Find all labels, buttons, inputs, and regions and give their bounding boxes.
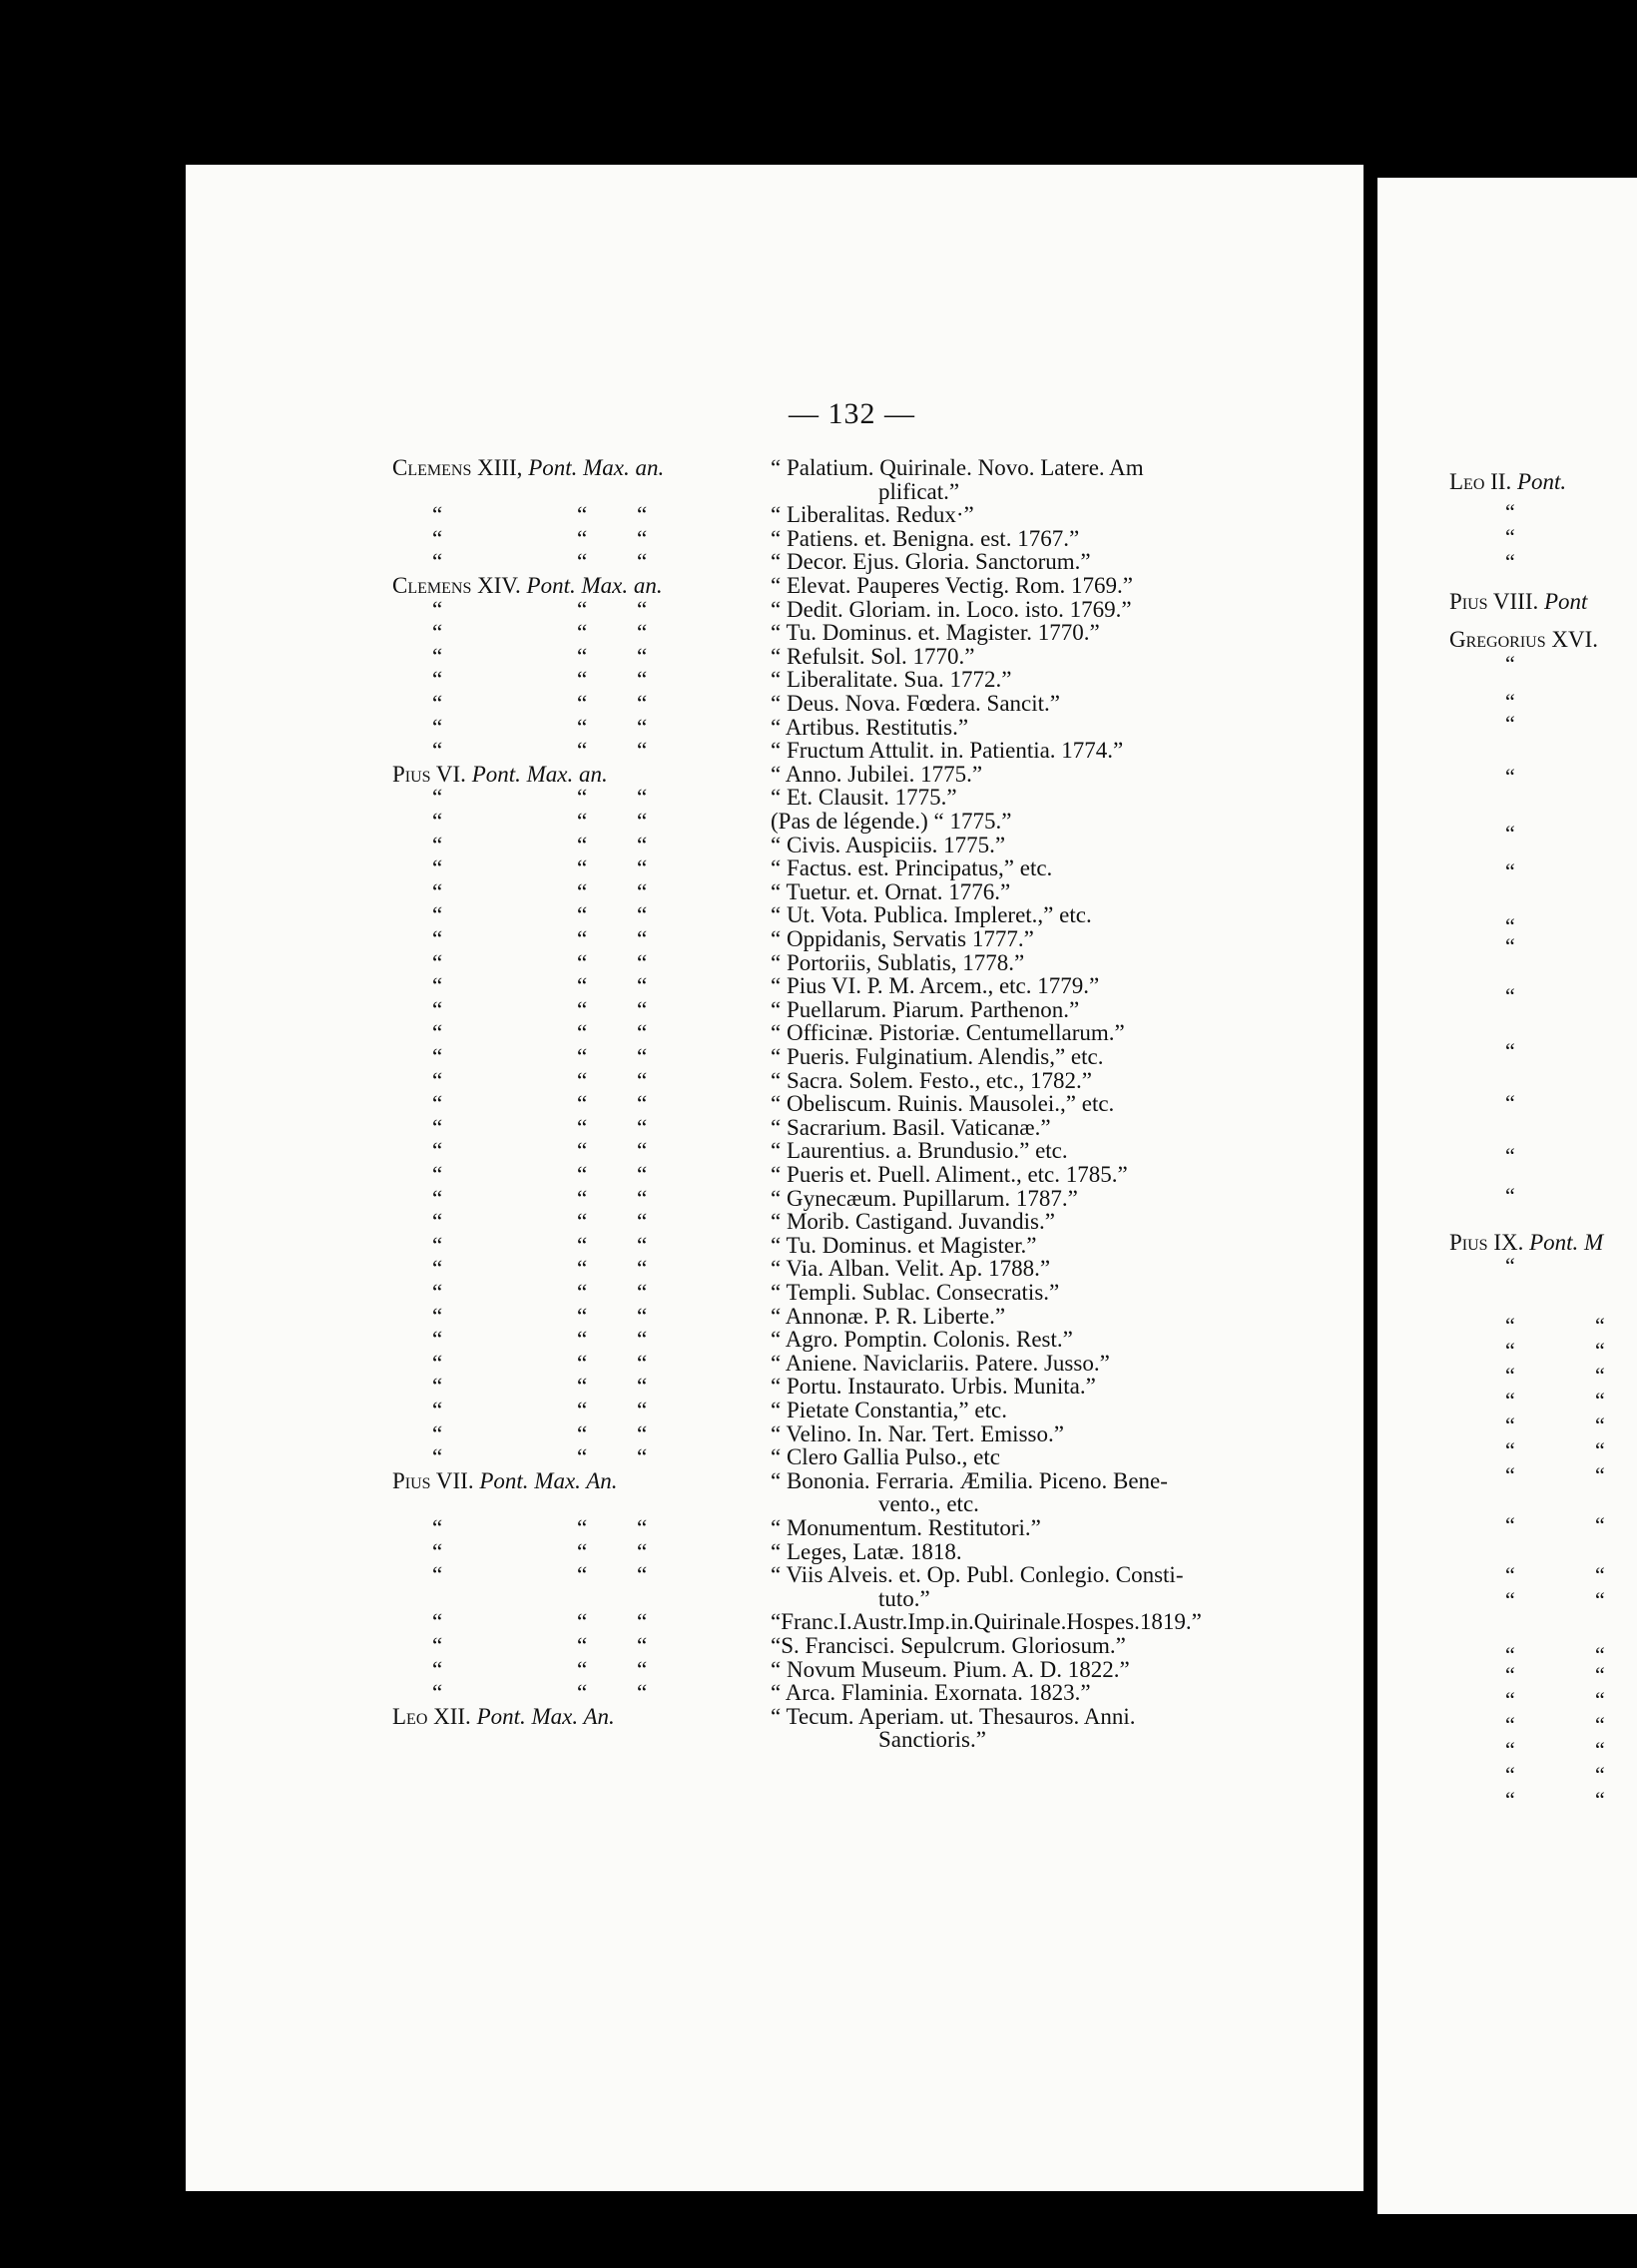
ditto-mark: “ bbox=[432, 1656, 443, 1682]
medal-legend: (Pas de légende.) “ 1775.” bbox=[771, 809, 1012, 834]
facing-ditto-mark: “ bbox=[1505, 858, 1515, 883]
ditto-mark: “ bbox=[637, 502, 648, 528]
medal-legend: “ Decor. Ejus. Gloria. Sanctorum.” bbox=[771, 549, 1091, 575]
ditto-mark: “ bbox=[577, 738, 588, 764]
medal-legend: “ Factus. est. Principatus,” etc. bbox=[771, 855, 1053, 881]
ditto-mark: “ bbox=[577, 1138, 588, 1164]
ditto-mark: “ bbox=[577, 525, 588, 551]
ditto-mark: “ bbox=[432, 1538, 443, 1564]
ditto-mark: “ bbox=[577, 1444, 588, 1470]
facing-ditto-mark: “ bbox=[1505, 1090, 1515, 1115]
ditto-mark: “ bbox=[432, 502, 443, 528]
ditto-mark: “ bbox=[637, 620, 648, 646]
facing-ditto-mark: “ bbox=[1595, 1762, 1605, 1787]
facing-ditto-mark: “ bbox=[1505, 1363, 1515, 1388]
facing-ditto-mark: “ bbox=[1505, 499, 1515, 524]
ditto-mark: “ bbox=[432, 738, 443, 764]
ditto-mark: “ bbox=[432, 902, 443, 928]
ditto-mark: “ bbox=[577, 785, 588, 811]
medal-legend: “Franc.I.Austr.Imp.in.Quirinale.Hospes.1819.” bbox=[771, 1609, 1202, 1635]
medal-legend: “ Officinæ. Pistoriæ. Centumellarum.” bbox=[771, 1020, 1125, 1046]
facing-ditto-mark: “ bbox=[1505, 983, 1515, 1008]
ditto-mark: “ bbox=[577, 691, 588, 716]
ditto-mark: “ bbox=[577, 878, 588, 904]
ditto-mark: “ bbox=[637, 949, 648, 975]
medal-legend: “ Liberalitas. Redux·” bbox=[771, 502, 974, 528]
ditto-mark: “ bbox=[637, 1350, 648, 1376]
medal-legend: “ Portoriis, Sublatis, 1778.” bbox=[771, 949, 1025, 975]
ditto-mark: “ bbox=[637, 1185, 648, 1211]
ditto-mark: “ bbox=[577, 1091, 588, 1117]
ditto-mark: “ bbox=[577, 714, 588, 740]
ditto-mark: “ bbox=[432, 1185, 443, 1211]
medal-legend: “ Artibus. Restitutis.” bbox=[771, 714, 969, 740]
ditto-mark: “ bbox=[432, 855, 443, 881]
facing-ditto-mark: “ bbox=[1505, 524, 1515, 549]
ditto-mark: “ bbox=[432, 785, 443, 811]
facing-pope-name: Pius VIII. Pont bbox=[1449, 589, 1588, 614]
medal-legend: “ Fructum Attulit. in. Patientia. 1774.” bbox=[771, 738, 1124, 764]
ditto-mark: “ bbox=[637, 1280, 648, 1305]
ditto-mark: “ bbox=[432, 996, 443, 1022]
ditto-mark: “ bbox=[432, 714, 443, 740]
ditto-mark: “ bbox=[432, 1303, 443, 1329]
ditto-mark: “ bbox=[637, 1374, 648, 1400]
ditto-mark: “ bbox=[577, 1515, 588, 1540]
facing-ditto-mark: “ bbox=[1595, 1687, 1605, 1712]
facing-ditto-mark: “ bbox=[1505, 651, 1515, 676]
medal-legend: “ Tu. Dominus. et. Magister. 1770.” bbox=[771, 620, 1100, 646]
medal-legend: “ Elevat. Pauperes Vectig. Rom. 1769.” bbox=[771, 573, 1134, 598]
ditto-mark: “ bbox=[637, 785, 648, 811]
medal-legend: “ Deus. Nova. Fœdera. Sancit.” bbox=[771, 691, 1060, 716]
ditto-mark: “ bbox=[637, 596, 648, 622]
ditto-mark: “ bbox=[637, 996, 648, 1022]
ditto-mark: “ bbox=[637, 667, 648, 693]
ditto-mark: “ bbox=[637, 643, 648, 669]
ditto-mark: “ bbox=[637, 1609, 648, 1635]
pope-name: Pius VII. Pont. Max. An. bbox=[392, 1467, 618, 1493]
medal-legend: “ Obeliscum. Ruinis. Mausolei.,” etc. bbox=[771, 1091, 1115, 1117]
ditto-mark: “ bbox=[637, 902, 648, 928]
page-number: — 132 — bbox=[789, 397, 915, 430]
pope-title: Pont. Max. an. bbox=[522, 455, 665, 480]
ditto-mark: “ bbox=[637, 832, 648, 857]
facing-ditto-mark: “ bbox=[1595, 1437, 1605, 1462]
ditto-mark: “ bbox=[577, 832, 588, 857]
ditto-mark: “ bbox=[577, 1020, 588, 1046]
facing-pope-name: Leo II. Pont. bbox=[1449, 469, 1567, 494]
ditto-mark: “ bbox=[577, 1680, 588, 1706]
ditto-mark: “ bbox=[577, 1562, 588, 1588]
pope-name: Clemens XIV. Pont. Max. an. bbox=[392, 573, 663, 598]
ditto-mark: “ bbox=[432, 1444, 443, 1470]
ditto-mark: “ bbox=[432, 1020, 443, 1046]
ditto-mark: “ bbox=[432, 1044, 443, 1069]
ditto-mark: “ bbox=[432, 525, 443, 551]
ditto-mark: “ bbox=[637, 1138, 648, 1164]
medal-legend: “ Pius VI. P. M. Arcem., etc. 1779.” bbox=[771, 973, 1100, 999]
ditto-mark: “ bbox=[637, 1327, 648, 1353]
facing-ditto-mark: “ bbox=[1505, 1737, 1515, 1762]
ditto-mark: “ bbox=[637, 1680, 648, 1706]
ditto-mark: “ bbox=[637, 1020, 648, 1046]
facing-ditto-mark: “ bbox=[1595, 1562, 1605, 1587]
facing-ditto-mark: “ bbox=[1505, 1562, 1515, 1587]
ditto-mark: “ bbox=[432, 667, 443, 693]
medal-legend: “ Oppidanis, Servatis 1777.” bbox=[771, 926, 1034, 951]
medal-legend: “ Tecum. Aperiam. ut. Thesauros. Anni. bbox=[771, 1703, 1136, 1729]
ditto-mark: “ bbox=[432, 1398, 443, 1422]
ditto-mark: “ bbox=[577, 1350, 588, 1376]
ditto-mark: “ bbox=[577, 1232, 588, 1258]
medal-legend: “ Sacra. Solem. Festo., etc., 1782.” bbox=[771, 1067, 1092, 1093]
ditto-mark: “ bbox=[637, 1162, 648, 1187]
ditto-mark: “ bbox=[432, 1256, 443, 1282]
facing-ditto-mark: “ bbox=[1505, 1512, 1515, 1537]
medal-legend: “ Palatium. Quirinale. Novo. Latere. Am bbox=[771, 455, 1144, 480]
medal-legend: “ Tu. Dominus. et Magister.” bbox=[771, 1232, 1037, 1258]
medal-legend: “ Agro. Pomptin. Colonis. Rest.” bbox=[771, 1327, 1073, 1353]
facing-ditto-mark: “ bbox=[1505, 821, 1515, 846]
ditto-mark: “ bbox=[432, 949, 443, 975]
medal-legend: “ Portu. Instaurato. Urbis. Munita.” bbox=[771, 1374, 1096, 1400]
facing-pope-name: Pius IX. Pont. M bbox=[1449, 1230, 1604, 1255]
facing-ditto-mark: “ bbox=[1505, 1143, 1515, 1168]
ditto-mark: “ bbox=[577, 926, 588, 951]
ditto-mark: “ bbox=[577, 1398, 588, 1422]
pope-title: Pont. Max. an. bbox=[465, 761, 608, 787]
ditto-mark: “ bbox=[637, 1114, 648, 1140]
medal-legend: “S. Francisci. Sepulcrum. Gloriosum.” bbox=[771, 1633, 1126, 1658]
ditto-mark: “ bbox=[432, 1232, 443, 1258]
facing-ditto-mark: “ bbox=[1505, 1762, 1515, 1787]
medal-legend: “ Patiens. et. Benigna. est. 1767.” bbox=[771, 525, 1080, 551]
facing-ditto-mark: “ bbox=[1595, 1512, 1605, 1537]
facing-ditto-mark: “ bbox=[1595, 1388, 1605, 1413]
ditto-mark: “ bbox=[432, 1680, 443, 1706]
facing-ditto-mark: “ bbox=[1595, 1642, 1605, 1667]
medal-legend: “ Viis Alveis. et. Op. Publ. Conlegio. Consti- bbox=[771, 1562, 1184, 1588]
ditto-mark: “ bbox=[432, 1515, 443, 1540]
facing-ditto-mark: “ bbox=[1595, 1338, 1605, 1363]
ditto-mark: “ bbox=[577, 1280, 588, 1305]
facing-ditto-mark: “ bbox=[1505, 1687, 1515, 1712]
ditto-mark: “ bbox=[432, 1374, 443, 1400]
facing-ditto-mark: “ bbox=[1595, 1313, 1605, 1338]
ditto-mark: “ bbox=[432, 1609, 443, 1635]
ditto-mark: “ bbox=[577, 1067, 588, 1093]
ditto-mark: “ bbox=[637, 714, 648, 740]
ditto-mark: “ bbox=[637, 1209, 648, 1235]
medal-legend: “ Velino. In. Nar. Tert. Emisso.” bbox=[771, 1420, 1064, 1446]
medal-legend: “ Pueris et. Puell. Aliment., etc. 1785.” bbox=[771, 1162, 1128, 1187]
facing-ditto-mark: “ bbox=[1505, 1253, 1515, 1278]
medal-legend: “ Civis. Auspiciis. 1775.” bbox=[771, 832, 1006, 857]
medal-legend: “ Annonæ. P. R. Liberte.” bbox=[771, 1303, 1006, 1329]
facing-ditto-mark: “ bbox=[1595, 1737, 1605, 1762]
facing-ditto-mark: “ bbox=[1505, 1787, 1515, 1812]
ditto-mark: “ bbox=[637, 1420, 648, 1446]
ditto-mark: “ bbox=[577, 1162, 588, 1187]
facing-ditto-mark: “ bbox=[1595, 1712, 1605, 1737]
ditto-mark: “ bbox=[432, 832, 443, 857]
ditto-mark: “ bbox=[637, 1515, 648, 1540]
ditto-mark: “ bbox=[577, 643, 588, 669]
ditto-mark: “ bbox=[577, 855, 588, 881]
ditto-mark: “ bbox=[577, 1609, 588, 1635]
ditto-mark: “ bbox=[432, 1209, 443, 1235]
medal-legend: “ Clero Gallia Pulso., etc bbox=[771, 1444, 1000, 1470]
ditto-mark: “ bbox=[577, 596, 588, 622]
ditto-mark: “ bbox=[577, 809, 588, 834]
facing-ditto-mark: “ bbox=[1505, 711, 1515, 736]
facing-ditto-mark: “ bbox=[1505, 1662, 1515, 1687]
pope-title: Pont. Max. An. bbox=[470, 1703, 615, 1729]
ditto-mark: “ bbox=[432, 1350, 443, 1376]
ditto-mark: “ bbox=[577, 1114, 588, 1140]
ditto-mark: “ bbox=[577, 1327, 588, 1353]
facing-ditto-mark: “ bbox=[1505, 1462, 1515, 1487]
ditto-mark: “ bbox=[432, 1091, 443, 1117]
medal-legend: “ Tuetur. et. Ornat. 1776.” bbox=[771, 878, 1011, 904]
medal-legend: “ Templi. Sublac. Consecratis.” bbox=[771, 1280, 1060, 1305]
pope-title: Pont. Max. An. bbox=[473, 1467, 618, 1493]
ditto-mark: “ bbox=[577, 1656, 588, 1682]
pope-title: Pont. Max. an. bbox=[520, 573, 663, 598]
ditto-mark: “ bbox=[432, 1138, 443, 1164]
ditto-mark: “ bbox=[577, 502, 588, 528]
facing-ditto-mark: “ bbox=[1595, 1787, 1605, 1812]
facing-ditto-mark: “ bbox=[1505, 1642, 1515, 1667]
ditto-mark: “ bbox=[432, 643, 443, 669]
ditto-mark: “ bbox=[432, 878, 443, 904]
facing-ditto-mark: “ bbox=[1505, 1437, 1515, 1462]
medal-legend: “ Et. Clausit. 1775.” bbox=[771, 785, 957, 811]
ditto-mark: “ bbox=[432, 1162, 443, 1187]
facing-ditto-mark: “ bbox=[1595, 1587, 1605, 1612]
ditto-mark: “ bbox=[577, 996, 588, 1022]
facing-pope-name: Gregorius XVI. bbox=[1449, 627, 1598, 652]
ditto-mark: “ bbox=[637, 1633, 648, 1658]
ditto-mark: “ bbox=[637, 1562, 648, 1588]
medal-legend: “ Pueris. Fulginatium. Alendis,” etc. bbox=[771, 1044, 1104, 1069]
ditto-mark: “ bbox=[637, 1538, 648, 1564]
facing-ditto-mark: “ bbox=[1505, 764, 1515, 789]
ditto-mark: “ bbox=[637, 809, 648, 834]
facing-ditto-mark: “ bbox=[1505, 933, 1515, 958]
medal-legend: “ Laurentius. a. Brundusio.” etc. bbox=[771, 1138, 1068, 1164]
ditto-mark: “ bbox=[637, 691, 648, 716]
ditto-mark: “ bbox=[432, 691, 443, 716]
medal-legend: “ Sacrarium. Basil. Vaticanæ.” bbox=[771, 1114, 1051, 1140]
facing-ditto-mark: “ bbox=[1505, 1388, 1515, 1413]
ditto-mark: “ bbox=[637, 855, 648, 881]
medal-legend: “ Monumentum. Restitutori.” bbox=[771, 1515, 1041, 1540]
facing-ditto-mark: “ bbox=[1505, 1712, 1515, 1737]
medal-legend: “ Gynecæum. Pupillarum. 1787.” bbox=[771, 1185, 1078, 1211]
ditto-mark: “ bbox=[637, 1303, 648, 1329]
facing-ditto-mark: “ bbox=[1505, 1038, 1515, 1063]
ditto-mark: “ bbox=[432, 1327, 443, 1353]
ditto-mark: “ bbox=[432, 1633, 443, 1658]
ditto-mark: “ bbox=[637, 1256, 648, 1282]
ditto-mark: “ bbox=[577, 902, 588, 928]
medal-legend: “ Arca. Flaminia. Exornata. 1823.” bbox=[771, 1680, 1091, 1706]
facing-ditto-mark: “ bbox=[1505, 1313, 1515, 1338]
ditto-mark: “ bbox=[577, 1209, 588, 1235]
ditto-mark: “ bbox=[577, 1303, 588, 1329]
ditto-mark: “ bbox=[577, 1256, 588, 1282]
facing-ditto-mark: “ bbox=[1505, 913, 1515, 938]
medal-legend: “ Bononia. Ferraria. Æmilia. Piceno. Bene- bbox=[771, 1467, 1168, 1493]
facing-ditto-mark: “ bbox=[1595, 1413, 1605, 1437]
facing-ditto-mark: “ bbox=[1505, 1587, 1515, 1612]
medal-legend: “ Morib. Castigand. Juvandis.” bbox=[771, 1209, 1055, 1235]
ditto-mark: “ bbox=[432, 1114, 443, 1140]
ditto-mark: “ bbox=[577, 667, 588, 693]
medal-legend: “ Leges, Latæ. 1818. bbox=[771, 1538, 962, 1564]
ditto-mark: “ bbox=[577, 949, 588, 975]
ditto-mark: “ bbox=[577, 1633, 588, 1658]
facing-ditto-mark: “ bbox=[1595, 1662, 1605, 1687]
ditto-mark: “ bbox=[432, 1067, 443, 1093]
pope-name: Clemens XIII, Pont. Max. an. bbox=[392, 455, 665, 480]
ditto-mark: “ bbox=[637, 1044, 648, 1069]
ditto-mark: “ bbox=[432, 1280, 443, 1305]
ditto-mark: “ bbox=[432, 620, 443, 646]
ditto-mark: “ bbox=[637, 738, 648, 764]
ditto-mark: “ bbox=[577, 1374, 588, 1400]
ditto-mark: “ bbox=[432, 596, 443, 622]
ditto-mark: “ bbox=[637, 973, 648, 999]
ditto-mark: “ bbox=[432, 1562, 443, 1588]
ditto-mark: “ bbox=[637, 525, 648, 551]
facing-ditto-mark: “ bbox=[1505, 1183, 1515, 1208]
ditto-mark: “ bbox=[432, 809, 443, 834]
ditto-mark: “ bbox=[432, 926, 443, 951]
ditto-mark: “ bbox=[637, 1067, 648, 1093]
ditto-mark: “ bbox=[637, 878, 648, 904]
pope-name: Leo XII. Pont. Max. An. bbox=[392, 1703, 615, 1729]
medal-legend: “ Anno. Jubilei. 1775.” bbox=[771, 761, 983, 787]
ditto-mark: “ bbox=[432, 549, 443, 575]
facing-ditto-mark: “ bbox=[1595, 1363, 1605, 1388]
ditto-mark: “ bbox=[577, 1185, 588, 1211]
medal-legend: “ Novum Museum. Pium. A. D. 1822.” bbox=[771, 1656, 1130, 1682]
ditto-mark: “ bbox=[637, 926, 648, 951]
ditto-mark: “ bbox=[577, 549, 588, 575]
ditto-mark: “ bbox=[577, 973, 588, 999]
ditto-mark: “ bbox=[577, 1420, 588, 1446]
medal-legend: “ Dedit. Gloriam. in. Loco. isto. 1769.” bbox=[771, 596, 1132, 622]
facing-ditto-mark: “ bbox=[1505, 1338, 1515, 1363]
medal-legend: “ Aniene. Naviclariis. Patere. Jusso.” bbox=[771, 1350, 1110, 1376]
ditto-mark: “ bbox=[637, 1091, 648, 1117]
facing-ditto-mark: “ bbox=[1505, 1413, 1515, 1437]
facing-ditto-mark: “ bbox=[1505, 689, 1515, 714]
ditto-mark: “ bbox=[637, 1232, 648, 1258]
ditto-mark: “ bbox=[637, 1398, 648, 1422]
ditto-mark: “ bbox=[577, 1538, 588, 1564]
medal-legend: “ Puellarum. Piarum. Parthenon.” bbox=[771, 996, 1080, 1022]
medal-legend: “ Via. Alban. Velit. Ap. 1788.” bbox=[771, 1256, 1051, 1282]
ditto-mark: “ bbox=[637, 549, 648, 575]
medal-legend: “ Pietate Constantia,” etc. bbox=[771, 1398, 1007, 1422]
facing-ditto-mark: “ bbox=[1505, 549, 1515, 574]
medal-legend: “ Refulsit. Sol. 1770.” bbox=[771, 643, 975, 669]
ditto-mark: “ bbox=[577, 620, 588, 646]
ditto-mark: “ bbox=[577, 1044, 588, 1069]
pope-name: Pius VI. Pont. Max. an. bbox=[392, 761, 608, 787]
facing-ditto-mark: “ bbox=[1595, 1462, 1605, 1487]
ditto-mark: “ bbox=[637, 1656, 648, 1682]
ditto-mark: “ bbox=[637, 1444, 648, 1470]
medal-legend: “ Ut. Vota. Publica. Impleret.,” etc. bbox=[771, 902, 1092, 928]
ditto-mark: “ bbox=[432, 973, 443, 999]
medal-legend: “ Liberalitate. Sua. 1772.” bbox=[771, 667, 1012, 693]
ditto-mark: “ bbox=[432, 1420, 443, 1446]
